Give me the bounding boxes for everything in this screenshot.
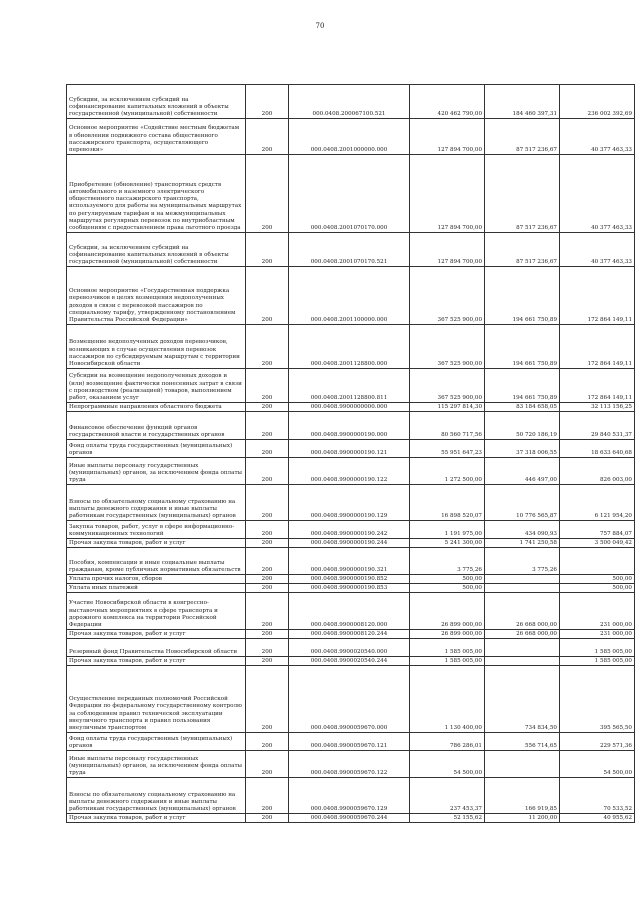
row-kbk-cell: 000.0408.9900000190.129 [289, 485, 410, 521]
row-kbk-cell: 000.0408.9900020540.244 [289, 657, 410, 666]
row-code-cell: 200 [246, 539, 289, 548]
row-remaining-cell: 40 377 463,33 [560, 233, 635, 267]
row-approved-cell: 26 899 000,00 [410, 593, 485, 630]
table-row [67, 155, 635, 233]
row-remaining-cell: 54 500,00 [560, 751, 635, 778]
row-name-cell: Иные выплаты персоналу государственных (муниципальных) органов, за исключением фонда оплаты труда [67, 458, 246, 485]
row-approved-cell: 127 894 700,00 [410, 119, 485, 155]
table-row [67, 733, 635, 751]
row-approved-cell: 237 453,37 [410, 778, 485, 814]
row-remaining-cell: 231 000,00 [560, 593, 635, 630]
row-kbk-cell: 000.0408.2001070170.000 [289, 155, 410, 233]
row-name-cell: Уплата иных платежей [67, 584, 246, 593]
row-kbk-cell: 000.0408.9900000190.853 [289, 584, 410, 593]
row-approved-cell: 1 585 005,00 [410, 657, 485, 666]
table-row [67, 778, 635, 814]
row-name-cell: Основное мероприятие «Содействие местным бюджетам в обновлении подвижного состава общественного пассажирского транспорта, осуществляющего перевозки» [67, 119, 246, 155]
row-code-cell: 200 [246, 412, 289, 440]
row-executed-cell: 3 775,26 [485, 548, 560, 575]
row-approved-cell: 5 241 300,00 [410, 539, 485, 548]
row-code-cell: 200 [246, 119, 289, 155]
table-row [67, 325, 635, 369]
table-row [67, 548, 635, 575]
row-approved-cell: 127 894 700,00 [410, 155, 485, 233]
row-executed-cell: 446 497,00 [485, 458, 560, 485]
row-name-cell: Уплата прочих налогов, сборов [67, 575, 246, 584]
row-executed-cell: 26 668 000,00 [485, 630, 560, 639]
row-executed-cell: 87 517 236,67 [485, 155, 560, 233]
row-kbk-cell: 000.0408.2001128800.000 [289, 325, 410, 369]
row-name-cell: Основное мероприятие «Государственная поддержка перевозчиков в целях возмещения недополученных доходов в связи с перевозкой пассажиров по специальному тарифу, утвержденному постановлением Правительства Российской Федерации» [67, 267, 246, 325]
row-approved-cell: 786 286,01 [410, 733, 485, 751]
row-code-cell: 200 [246, 575, 289, 584]
row-name-cell: Пособия, компенсации и иные социальные выплаты гражданам, кроме публичных нормативных обязательств [67, 548, 246, 575]
table-row [67, 369, 635, 403]
row-remaining-cell: 172 864 149,11 [560, 325, 635, 369]
table-row [67, 666, 635, 733]
row-executed-cell [485, 751, 560, 778]
row-kbk-cell: 000.0408.2001070170.521 [289, 233, 410, 267]
row-approved-cell: 420 462 790,00 [410, 85, 485, 119]
row-remaining-cell: 395 565,50 [560, 666, 635, 733]
row-remaining-cell: 29 840 531,37 [560, 412, 635, 440]
row-kbk-cell: 000.0408.9900008120.000 [289, 593, 410, 630]
row-code-cell: 200 [246, 267, 289, 325]
row-kbk-cell: 000.0408.9900059670.244 [289, 814, 410, 823]
row-kbk-cell: 000.0408.9900000190.122 [289, 458, 410, 485]
row-code-cell: 200 [246, 778, 289, 814]
row-remaining-cell: 172 864 149,11 [560, 267, 635, 325]
row-approved-cell: 1 272 500,00 [410, 458, 485, 485]
row-kbk-cell: 000.0408.9900008120.244 [289, 630, 410, 639]
row-executed-cell: 166 919,85 [485, 778, 560, 814]
row-executed-cell: 11 200,00 [485, 814, 560, 823]
row-code-cell: 200 [246, 657, 289, 666]
table-row [67, 575, 635, 584]
row-remaining-cell: 826 003,00 [560, 458, 635, 485]
row-approved-cell: 500,00 [410, 584, 485, 593]
row-code-cell: 200 [246, 403, 289, 412]
row-remaining-cell: 18 633 640,68 [560, 440, 635, 458]
row-code-cell: 200 [246, 325, 289, 369]
row-executed-cell: 87 517 236,67 [485, 119, 560, 155]
table-row [67, 267, 635, 325]
row-remaining-cell: 3 500 049,42 [560, 539, 635, 548]
row-code-cell: 200 [246, 440, 289, 458]
row-name-cell: Финансовое обеспечение функций органов государственной власти и государственных органов [67, 412, 246, 440]
row-remaining-cell: 32 113 156,25 [560, 403, 635, 412]
row-remaining-cell: 172 864 149,11 [560, 369, 635, 403]
row-remaining-cell: 40 955,62 [560, 814, 635, 823]
table-row [67, 119, 635, 155]
row-name-cell: Прочая закупка товаров, работ и услуг [67, 630, 246, 639]
table-row [67, 814, 635, 823]
row-name-cell: Иные выплаты персоналу государственных (муниципальных) органов, за исключением фонда оплаты труда [67, 751, 246, 778]
row-executed-cell [485, 639, 560, 657]
row-executed-cell: 556 714,65 [485, 733, 560, 751]
row-name-cell: Осуществление переданных полномочий Российской Федерации по федеральному государственному контролю за соблюдением правил технической эксплуатации внеуличного транспорта и правил пользования внеуличным транспортом [67, 666, 246, 733]
row-executed-cell: 184 460 397,31 [485, 85, 560, 119]
row-code-cell: 200 [246, 666, 289, 733]
row-name-cell: Субсидии, за исключением субсидий на софинансирование капитальных вложений в объекты государственной (муниципальной) собственности [67, 233, 246, 267]
row-code-cell: 200 [246, 85, 289, 119]
row-name-cell: Закупка товаров, работ, услуг в сфере информационно-коммуникационных технологий [67, 521, 246, 539]
row-approved-cell: 55 951 647,23 [410, 440, 485, 458]
row-remaining-cell: 1 585 005,00 [560, 639, 635, 657]
row-code-cell: 200 [246, 814, 289, 823]
table-row [67, 403, 635, 412]
row-code-cell: 200 [246, 485, 289, 521]
row-code-cell: 200 [246, 369, 289, 403]
row-executed-cell: 10 776 565,87 [485, 485, 560, 521]
row-kbk-cell: 000.0408.9900000190.000 [289, 412, 410, 440]
row-kbk-cell: 000.0408.9900000190.852 [289, 575, 410, 584]
table-row [67, 485, 635, 521]
row-code-cell: 200 [246, 630, 289, 639]
table-row [67, 440, 635, 458]
row-executed-cell [485, 584, 560, 593]
budget-execution-table [66, 84, 635, 823]
row-approved-cell: 52 155,62 [410, 814, 485, 823]
table-row [67, 639, 635, 657]
row-remaining-cell [560, 548, 635, 575]
table-row [67, 458, 635, 485]
row-code-cell: 200 [246, 639, 289, 657]
row-executed-cell: 37 318 006,55 [485, 440, 560, 458]
row-kbk-cell: 000.0408.9900059670.129 [289, 778, 410, 814]
row-code-cell: 200 [246, 233, 289, 267]
row-approved-cell: 1 191 975,00 [410, 521, 485, 539]
row-approved-cell: 367 525 900,00 [410, 369, 485, 403]
row-remaining-cell: 500,00 [560, 584, 635, 593]
row-approved-cell: 500,00 [410, 575, 485, 584]
table-row [67, 593, 635, 630]
table-row [67, 233, 635, 267]
row-approved-cell: 367 525 900,00 [410, 267, 485, 325]
row-name-cell: Прочая закупка товаров, работ и услуг [67, 814, 246, 823]
row-executed-cell: 83 184 658,05 [485, 403, 560, 412]
row-kbk-cell: 000.0408.2001000000.000 [289, 119, 410, 155]
row-kbk-cell: 000.0408.9900000190.321 [289, 548, 410, 575]
row-kbk-cell: 000.0408.9900000190.121 [289, 440, 410, 458]
row-remaining-cell: 70 533,52 [560, 778, 635, 814]
row-approved-cell: 3 775,26 [410, 548, 485, 575]
row-executed-cell: 734 834,50 [485, 666, 560, 733]
row-executed-cell [485, 657, 560, 666]
row-kbk-cell: 000.0408.9900020540.000 [289, 639, 410, 657]
row-name-cell: Прочая закупка товаров, работ и услуг [67, 539, 246, 548]
row-approved-cell: 26 899 000,00 [410, 630, 485, 639]
row-approved-cell: 367 525 900,00 [410, 325, 485, 369]
table-row [67, 521, 635, 539]
row-kbk-cell: 000.0408.9900000000.000 [289, 403, 410, 412]
row-kbk-cell: 000.0408.200067100.521 [289, 85, 410, 119]
page-number: 70 [315, 22, 325, 30]
row-code-cell: 200 [246, 584, 289, 593]
row-executed-cell: 194 661 750,89 [485, 267, 560, 325]
table-row [67, 751, 635, 778]
row-kbk-cell: 000.0408.9900000190.242 [289, 521, 410, 539]
row-code-cell: 200 [246, 593, 289, 630]
row-kbk-cell: 000.0408.9900059670.122 [289, 751, 410, 778]
row-executed-cell: 194 661 750,89 [485, 325, 560, 369]
table-row [67, 539, 635, 548]
row-executed-cell: 194 661 750,89 [485, 369, 560, 403]
row-remaining-cell: 1 585 005,00 [560, 657, 635, 666]
row-name-cell: Взносы по обязательному социальному страхованию на выплаты денежного содержания и иные выплаты работникам государственных (муниципальных) органов [67, 778, 246, 814]
row-executed-cell: 1 741 250,58 [485, 539, 560, 548]
table-row [67, 657, 635, 666]
row-kbk-cell: 000.0408.2001128800.811 [289, 369, 410, 403]
row-remaining-cell: 6 121 954,20 [560, 485, 635, 521]
row-executed-cell: 50 720 186,19 [485, 412, 560, 440]
row-name-cell: Резервный фонд Правительства Новосибирской области [67, 639, 246, 657]
row-code-cell: 200 [246, 733, 289, 751]
row-executed-cell: 434 090,93 [485, 521, 560, 539]
row-approved-cell: 80 560 717,56 [410, 412, 485, 440]
row-approved-cell: 115 297 814,30 [410, 403, 485, 412]
row-remaining-cell: 40 377 463,33 [560, 155, 635, 233]
row-executed-cell: 87 517 236,67 [485, 233, 560, 267]
row-approved-cell: 16 898 520,07 [410, 485, 485, 521]
row-name-cell: Взносы по обязательному социальному страхованию на выплаты денежного содержания и иные выплаты работникам государственных (муниципальных) органов [67, 485, 246, 521]
row-name-cell: Субсидии на возмещение недополученных доходов и (или) возмещение фактически понесенных затрат в связи с производством (реализацией) товаров, выполнением работ, оказанием услуг [67, 369, 246, 403]
row-name-cell: Возмещение недополученных доходов перевозчиков, возникающих в случае осуществления перевозок пассажиров по субсидируемым маршрутам с территории Новосибирской области [67, 325, 246, 369]
row-code-cell: 200 [246, 155, 289, 233]
row-kbk-cell: 000.0408.2001100000.000 [289, 267, 410, 325]
table-row [67, 85, 635, 119]
row-name-cell: Непрограммные направления областного бюджета [67, 403, 246, 412]
table-body [67, 85, 635, 823]
row-approved-cell: 127 894 700,00 [410, 233, 485, 267]
row-name-cell: Приобретение (обновление) транспортных средств автомобильного и наземного электрического общественного пассажирского транспорта, используемого для работы на муниципальных маршрутах по регулируемым тарифам и на межмуниципальных маршрутах регулярных перевозок по внутриобластным сообщениям с предоставлением права льготного проезда [67, 155, 246, 233]
row-remaining-cell: 229 571,36 [560, 733, 635, 751]
row-code-cell: 200 [246, 521, 289, 539]
table-row [67, 412, 635, 440]
row-name-cell: Участие Новосибирской области в конгрессно-выставочных мероприятиях в сфере транспорта и дорожного комплекса на территории Российской Федерации [67, 593, 246, 630]
row-kbk-cell: 000.0408.9900059670.121 [289, 733, 410, 751]
row-code-cell: 200 [246, 458, 289, 485]
row-approved-cell: 1 585 005,00 [410, 639, 485, 657]
row-approved-cell: 1 130 400,00 [410, 666, 485, 733]
row-executed-cell: 26 668 000,00 [485, 593, 560, 630]
row-remaining-cell: 231 000,00 [560, 630, 635, 639]
row-name-cell: Фонд оплаты труда государственных (муниципальных) органов [67, 440, 246, 458]
row-code-cell: 200 [246, 751, 289, 778]
row-remaining-cell: 500,00 [560, 575, 635, 584]
row-code-cell: 200 [246, 548, 289, 575]
row-remaining-cell: 40 377 463,33 [560, 119, 635, 155]
row-name-cell: Субсидии, за исключением субсидий на софинансирование капитальных вложений в объекты государственной (муниципальной) собственности [67, 85, 246, 119]
row-kbk-cell: 000.0408.9900059670.000 [289, 666, 410, 733]
table-row [67, 630, 635, 639]
row-kbk-cell: 000.0408.9900000190.244 [289, 539, 410, 548]
row-remaining-cell: 236 002 392,69 [560, 85, 635, 119]
row-approved-cell: 54 500,00 [410, 751, 485, 778]
table-row [67, 584, 635, 593]
row-name-cell: Прочая закупка товаров, работ и услуг [67, 657, 246, 666]
row-executed-cell [485, 575, 560, 584]
row-remaining-cell: 757 884,07 [560, 521, 635, 539]
row-name-cell: Фонд оплаты труда государственных (муниципальных) органов [67, 733, 246, 751]
